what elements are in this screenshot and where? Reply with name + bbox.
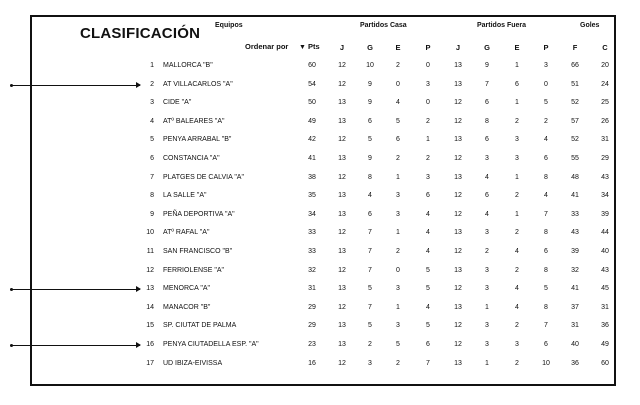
arrow-marker-icon (10, 85, 140, 86)
stat-cell-hj: 13 (338, 117, 346, 125)
chevron-down-icon: ▼ (299, 44, 306, 51)
stat-cell-hp: 3 (426, 173, 430, 181)
arrow-marker-icon (10, 289, 140, 290)
stat-cell-aj: 12 (454, 192, 462, 200)
pts-header-label: Pts (307, 42, 320, 51)
points-cell: 38 (308, 173, 316, 181)
stat-cell-ap: 8 (544, 303, 548, 311)
stat-cell-c: 49 (601, 341, 609, 348)
stat-cell-f: 57 (571, 117, 579, 125)
stat-cell-ae: 2 (515, 322, 519, 330)
stat-cell-hg: 7 (368, 248, 372, 255)
stat-cell-c: 60 (601, 359, 609, 367)
stat-cell-ap: 8 (544, 229, 548, 237)
points-cell: 50 (308, 99, 316, 107)
column-header-6[interactable]: E (514, 43, 520, 52)
stat-cell-c: 25 (601, 99, 609, 107)
stat-cell-ae: 4 (515, 248, 519, 255)
arrow-marker-icon (10, 345, 140, 346)
points-cell: 33 (308, 248, 316, 255)
stat-cell-f: 36 (571, 359, 579, 367)
stat-cell-ag: 2 (485, 248, 489, 255)
stat-cell-ap: 7 (544, 322, 548, 330)
column-header-0[interactable]: J (339, 43, 345, 52)
stat-cell-f: 41 (571, 285, 579, 293)
stat-cell-f: 52 (571, 99, 579, 107)
sort-by-label: Ordenar por (245, 42, 289, 51)
stat-cell-hj: 13 (338, 285, 346, 293)
team-name-cell: MALLORCA "B" (163, 62, 213, 69)
stat-cell-ap: 0 (544, 80, 548, 88)
stat-cell-c: 44 (601, 229, 609, 237)
stat-cell-ag: 3 (485, 322, 489, 330)
stat-cell-f: 51 (571, 80, 579, 88)
position-cell: 8 (150, 192, 154, 200)
stat-cell-ae: 1 (515, 210, 519, 218)
standings-panel (30, 15, 616, 386)
team-name-cell: ATº RAFAL "A" (163, 229, 210, 237)
stat-cell-c: 45 (601, 285, 609, 293)
stat-cell-hg: 2 (368, 341, 372, 348)
stat-cell-f: 43 (571, 229, 579, 237)
stat-cell-ae: 2 (515, 266, 519, 274)
table-row[interactable] (32, 206, 614, 224)
stat-cell-he: 1 (396, 229, 400, 237)
table-row[interactable] (32, 355, 614, 373)
stat-cell-hj: 12 (338, 359, 346, 367)
stat-cell-ae: 2 (515, 359, 519, 367)
stat-cell-aj: 13 (454, 266, 462, 274)
stat-cell-hj: 13 (338, 248, 346, 255)
team-name-cell: PEÑA DEPORTIVA "A" (163, 210, 235, 218)
stat-cell-hp: 7 (426, 359, 430, 367)
stat-cell-hg: 5 (368, 322, 372, 330)
stat-cell-aj: 13 (454, 359, 462, 367)
stat-cell-ae: 2 (515, 192, 519, 200)
stat-cell-ae: 1 (515, 99, 519, 107)
stat-cell-hg: 9 (368, 155, 372, 162)
position-cell: 1 (150, 62, 154, 69)
stat-cell-hp: 4 (426, 248, 430, 255)
position-cell: 7 (150, 173, 154, 181)
header-partidos-casa: Partidos Casa (360, 22, 407, 29)
stat-cell-f: 32 (571, 266, 579, 274)
points-cell: 31 (308, 285, 316, 293)
stat-cell-he: 3 (396, 210, 400, 218)
points-cell: 49 (308, 117, 316, 125)
stat-cell-c: 29 (601, 155, 609, 162)
team-name-cell: MENORCA "A" (163, 285, 210, 293)
stat-cell-ap: 10 (542, 359, 550, 367)
header-goles: Goles (580, 22, 600, 29)
stat-cell-hp: 1 (426, 136, 430, 144)
stat-cell-f: 66 (571, 62, 579, 69)
stat-cell-ap: 8 (544, 173, 548, 181)
stat-cell-hp: 3 (426, 80, 430, 88)
column-header-9[interactable]: C (602, 43, 608, 52)
stat-cell-hg: 5 (368, 285, 372, 293)
stat-cell-hp: 6 (426, 341, 430, 348)
stat-cell-he: 2 (396, 359, 400, 367)
stat-cell-ae: 1 (515, 173, 519, 181)
stat-cell-ag: 3 (485, 285, 489, 293)
stat-cell-hj: 13 (338, 210, 346, 218)
position-cell: 6 (150, 155, 154, 162)
table-row[interactable] (32, 224, 614, 242)
stat-cell-hg: 7 (368, 303, 372, 311)
position-cell: 16 (146, 341, 154, 348)
stat-cell-hj: 13 (338, 192, 346, 200)
stat-cell-he: 0 (396, 80, 400, 88)
table-row[interactable] (32, 187, 614, 205)
position-cell: 5 (150, 136, 154, 144)
stat-cell-he: 2 (396, 62, 400, 69)
stat-cell-f: 37 (571, 303, 579, 311)
points-cell: 23 (308, 341, 316, 348)
stat-cell-hp: 2 (426, 117, 430, 125)
stat-cell-c: 31 (601, 303, 609, 311)
table-row[interactable] (32, 243, 614, 261)
points-cell: 41 (308, 155, 316, 162)
stat-cell-hp: 0 (426, 62, 430, 69)
points-cell: 35 (308, 192, 316, 200)
team-name-cell: CIDE "A" (163, 99, 192, 107)
team-name-cell: MANACOR "B" (163, 303, 211, 311)
table-row[interactable] (32, 113, 614, 131)
stat-cell-aj: 12 (454, 248, 462, 255)
stat-cell-hg: 4 (368, 192, 372, 200)
stat-cell-ap: 5 (544, 99, 548, 107)
stat-cell-ag: 3 (485, 266, 489, 274)
stat-cell-c: 26 (601, 117, 609, 125)
sort-pts-button[interactable] (299, 42, 320, 51)
stat-cell-ag: 4 (485, 210, 489, 218)
stat-cell-hg: 9 (368, 99, 372, 107)
stat-cell-hp: 4 (426, 210, 430, 218)
stat-cell-hg: 3 (368, 359, 372, 367)
stat-cell-he: 3 (396, 322, 400, 330)
stat-cell-ap: 5 (544, 285, 548, 293)
stat-cell-he: 3 (396, 192, 400, 200)
stat-cell-aj: 12 (454, 99, 462, 107)
stat-cell-hj: 13 (338, 155, 346, 162)
stat-cell-ag: 6 (485, 99, 489, 107)
stat-cell-hp: 6 (426, 192, 430, 200)
stat-cell-hg: 5 (368, 136, 372, 144)
column-header-4[interactable]: J (455, 43, 461, 52)
stat-cell-ae: 3 (515, 155, 519, 162)
team-name-cell: LA SALLE "A" (163, 192, 207, 200)
stat-cell-ae: 6 (515, 80, 519, 88)
stat-cell-ag: 1 (485, 359, 489, 367)
stat-cell-ap: 4 (544, 192, 548, 200)
stat-cell-ag: 4 (485, 173, 489, 181)
column-header-5[interactable]: G (484, 43, 490, 52)
stat-cell-f: 31 (571, 322, 579, 330)
stat-cell-f: 52 (571, 136, 579, 144)
stat-cell-c: 40 (601, 248, 609, 255)
stat-cell-hp: 5 (426, 322, 430, 330)
stat-cell-he: 5 (396, 117, 400, 125)
stat-cell-ag: 1 (485, 303, 489, 311)
table-row[interactable] (32, 262, 614, 280)
table-row[interactable] (32, 317, 614, 335)
points-cell: 34 (308, 210, 316, 218)
table-row[interactable] (32, 299, 614, 317)
points-cell: 54 (308, 80, 316, 88)
stat-cell-hj: 12 (338, 173, 346, 181)
position-cell: 14 (146, 303, 154, 311)
stat-cell-ae: 3 (515, 136, 519, 144)
table-row[interactable] (32, 94, 614, 112)
stat-cell-he: 0 (396, 266, 400, 274)
stat-cell-hp: 5 (426, 285, 430, 293)
position-cell: 13 (146, 285, 154, 293)
stat-cell-hj: 12 (338, 266, 346, 274)
team-name-cell: CONSTANCIA "A" (163, 155, 220, 162)
stat-cell-f: 48 (571, 173, 579, 181)
stat-cell-c: 34 (601, 192, 609, 200)
column-header-7[interactable]: P (543, 43, 549, 52)
stat-cell-ap: 6 (544, 248, 548, 255)
column-header-2[interactable]: E (395, 43, 401, 52)
stat-cell-ae: 2 (515, 117, 519, 125)
stat-cell-hg: 9 (368, 80, 372, 88)
stat-cell-aj: 13 (454, 136, 462, 144)
stat-cell-ag: 3 (485, 341, 489, 348)
stat-cell-he: 2 (396, 248, 400, 255)
column-header-8[interactable]: F (572, 43, 578, 52)
stat-cell-c: 36 (601, 322, 609, 330)
stat-cell-hg: 6 (368, 210, 372, 218)
team-name-cell: FERRIOLENSE "A" (163, 266, 224, 274)
stat-cell-hg: 7 (368, 229, 372, 237)
stat-cell-ag: 7 (485, 80, 489, 88)
stat-cell-he: 5 (396, 341, 400, 348)
table-row[interactable] (32, 280, 614, 298)
position-cell: 3 (150, 99, 154, 107)
team-name-cell: SAN FRANCISCO "B" (163, 248, 233, 255)
stat-cell-ag: 8 (485, 117, 489, 125)
points-cell: 33 (308, 229, 316, 237)
stat-cell-aj: 13 (454, 173, 462, 181)
stat-cell-hj: 13 (338, 341, 346, 348)
stat-cell-hg: 6 (368, 117, 372, 125)
stat-cell-aj: 12 (454, 285, 462, 293)
stat-cell-ae: 2 (515, 229, 519, 237)
points-cell: 60 (308, 62, 316, 69)
stat-cell-aj: 12 (454, 210, 462, 218)
stat-cell-aj: 12 (454, 155, 462, 162)
stat-cell-hj: 12 (338, 62, 346, 69)
stat-cell-c: 43 (601, 173, 609, 181)
position-cell: 12 (146, 266, 154, 274)
column-header-3[interactable]: P (425, 43, 431, 52)
position-cell: 2 (150, 80, 154, 88)
table-row[interactable] (32, 57, 614, 75)
team-name-cell: PENYA ARRABAL "B" (163, 136, 232, 144)
stat-cell-ap: 3 (544, 62, 548, 69)
stat-cell-c: 24 (601, 80, 609, 88)
stat-cell-aj: 13 (454, 303, 462, 311)
stat-cell-ag: 9 (485, 62, 489, 69)
points-cell: 29 (308, 322, 316, 330)
table-row[interactable] (32, 336, 614, 354)
stat-cell-ag: 6 (485, 192, 489, 200)
stat-cell-he: 3 (396, 285, 400, 293)
stat-cell-ap: 4 (544, 136, 548, 144)
position-cell: 10 (146, 229, 154, 237)
stat-cell-aj: 13 (454, 62, 462, 69)
points-cell: 42 (308, 136, 316, 144)
table-row[interactable] (32, 76, 614, 94)
page-title: CLASIFICACIÓN (80, 25, 201, 42)
table-row[interactable] (32, 169, 614, 187)
stat-cell-f: 55 (571, 155, 579, 162)
stat-cell-aj: 12 (454, 322, 462, 330)
position-cell: 17 (146, 359, 154, 367)
stat-cell-ap: 6 (544, 155, 548, 162)
team-name-cell: AT VILLACARLOS "A" (163, 80, 233, 88)
stat-cell-ap: 7 (544, 210, 548, 218)
stat-cell-ae: 1 (515, 62, 519, 69)
stat-cell-f: 39 (571, 248, 579, 255)
stat-cell-hp: 0 (426, 99, 430, 107)
team-name-cell: PLATGES DE CALVIA "A" (163, 173, 244, 181)
stat-cell-he: 1 (396, 173, 400, 181)
team-name-cell: SP. CIUTAT DE PALMA (163, 322, 237, 330)
header-equipos: Equipos (215, 22, 243, 29)
points-cell: 16 (308, 359, 316, 367)
stat-cell-hj: 13 (338, 99, 346, 107)
stat-cell-hg: 7 (368, 266, 372, 274)
stat-cell-hp: 4 (426, 303, 430, 311)
stat-cell-hj: 13 (338, 322, 346, 330)
position-cell: 15 (146, 322, 154, 330)
stat-cell-hp: 2 (426, 155, 430, 162)
stat-cell-he: 4 (396, 99, 400, 107)
position-cell: 9 (150, 210, 154, 218)
team-name-cell: PENYA CIUTADELLA ESP. "A" (163, 341, 259, 348)
stat-cell-f: 33 (571, 210, 579, 218)
stat-cell-hj: 12 (338, 136, 346, 144)
stat-cell-hj: 12 (338, 80, 346, 88)
table-row[interactable] (32, 131, 614, 149)
stat-cell-ae: 4 (515, 303, 519, 311)
stat-cell-ap: 2 (544, 117, 548, 125)
stat-cell-he: 6 (396, 136, 400, 144)
team-name-cell: UD IBIZA-EIVISSA (163, 359, 223, 367)
stat-cell-aj: 13 (454, 229, 462, 237)
stat-cell-f: 40 (571, 341, 579, 348)
stat-cell-ap: 6 (544, 341, 548, 348)
stat-cell-hp: 4 (426, 229, 430, 237)
stat-cell-aj: 12 (454, 117, 462, 125)
table-row[interactable] (32, 150, 614, 168)
stat-cell-ap: 8 (544, 266, 548, 274)
stat-cell-c: 20 (601, 62, 609, 69)
column-header-1[interactable]: G (367, 43, 373, 52)
stat-cell-ag: 3 (485, 229, 489, 237)
stat-cell-c: 31 (601, 136, 609, 144)
stat-cell-hj: 12 (338, 303, 346, 311)
stat-cell-hg: 10 (366, 62, 374, 69)
stat-cell-f: 41 (571, 192, 579, 200)
stat-cell-hj: 12 (338, 229, 346, 237)
stat-cell-c: 43 (601, 266, 609, 274)
stat-cell-ag: 3 (485, 155, 489, 162)
stat-cell-aj: 13 (454, 80, 462, 88)
position-cell: 11 (146, 248, 154, 255)
points-cell: 29 (308, 303, 316, 311)
stat-cell-c: 39 (601, 210, 609, 218)
points-cell: 32 (308, 266, 316, 274)
stat-cell-he: 1 (396, 303, 400, 311)
position-cell: 4 (150, 117, 154, 125)
stat-cell-ae: 3 (515, 341, 519, 348)
stat-cell-aj: 12 (454, 341, 462, 348)
team-name-cell: ATº BALEARES "A" (163, 117, 225, 125)
stat-cell-ae: 4 (515, 285, 519, 293)
stat-cell-ag: 6 (485, 136, 489, 144)
header-partidos-fuera: Partidos Fuera (477, 22, 527, 29)
stat-cell-hg: 8 (368, 173, 372, 181)
stat-cell-he: 2 (396, 155, 400, 162)
stat-cell-hp: 5 (426, 266, 430, 274)
